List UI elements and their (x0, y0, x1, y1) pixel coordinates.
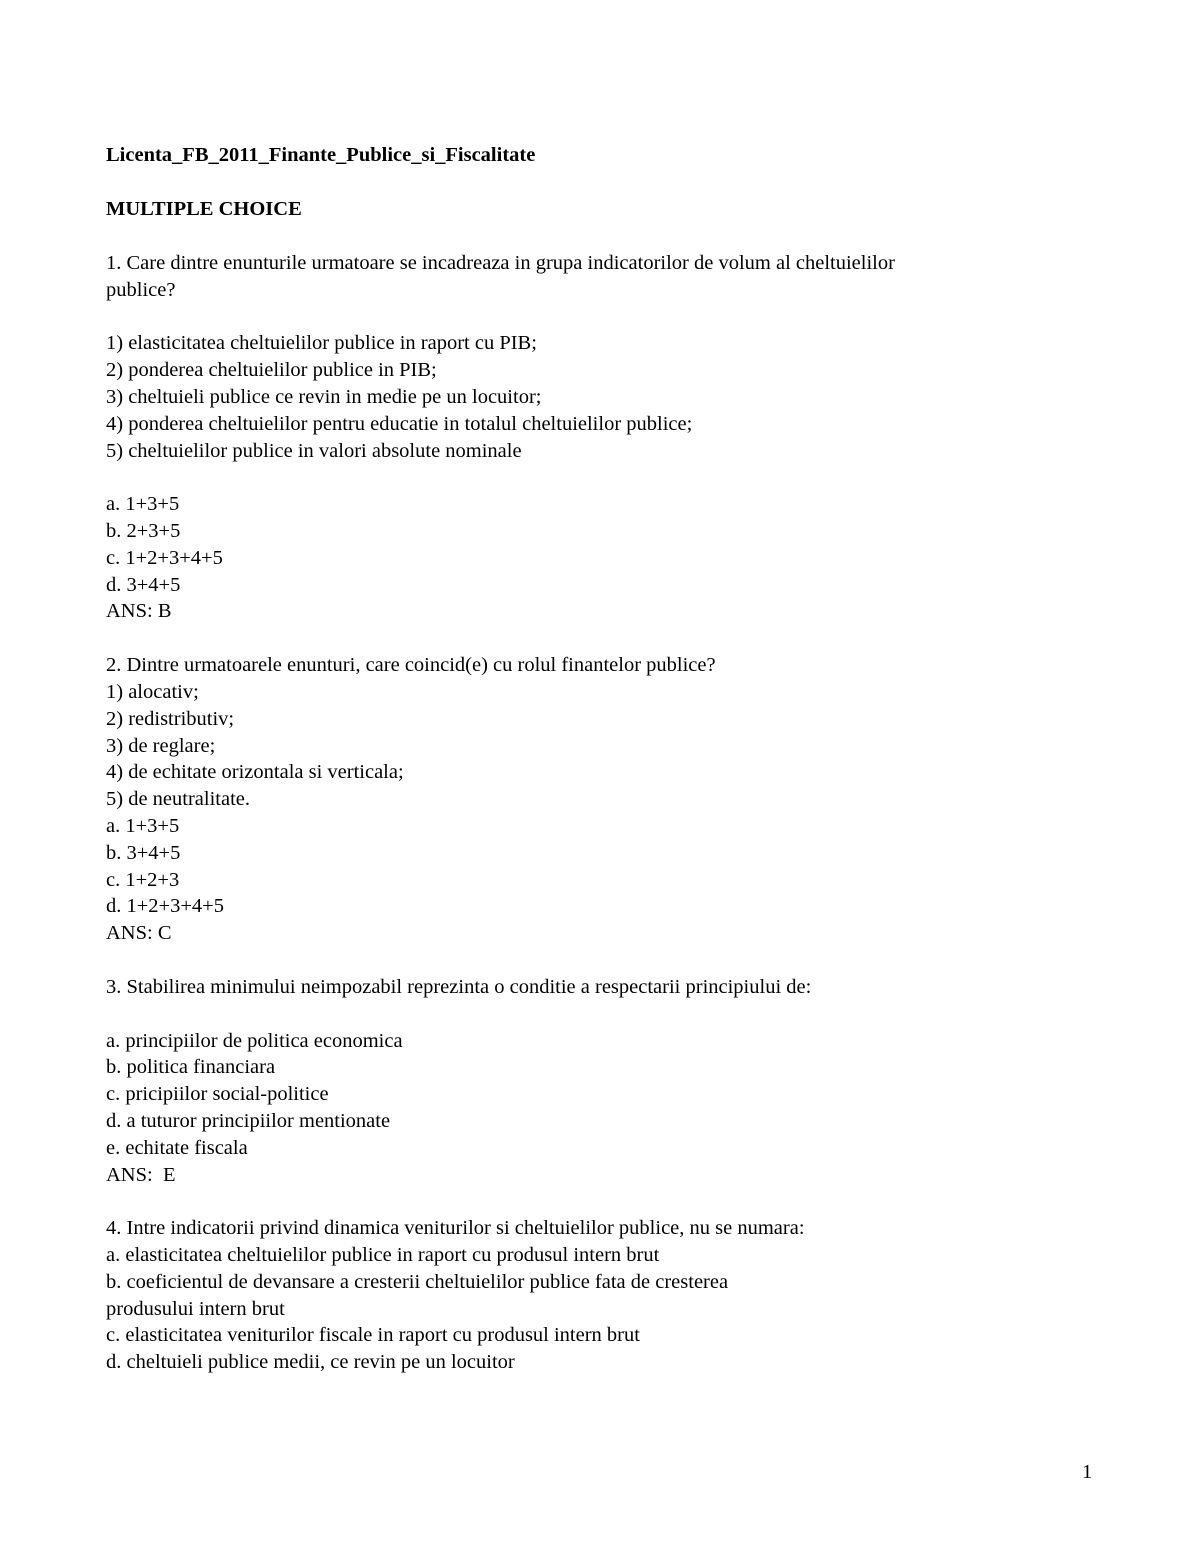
answer-option: d. 1+2+3+4+5 (106, 895, 224, 918)
answer-option: d. 3+4+5 (106, 573, 181, 596)
question-stem-line: 2. Dintre urmatoarele enunturi, care coincid(e) cu rolul finantelor publice? (106, 654, 716, 677)
answer-option: b. politica financiara (106, 1056, 276, 1079)
statement-item: 2) ponderea cheltuielilor publice in PIB; (106, 359, 437, 382)
question-2 (106, 652, 1066, 947)
answer-option: a. 1+3+5 (106, 493, 180, 516)
answer-option: c. pricipiilor social-politice (106, 1083, 329, 1106)
answer-option: d. a tuturor principiilor mentionate (106, 1109, 391, 1132)
answer-option: b. 2+3+5 (106, 519, 181, 542)
answer-option-continuation: produsului intern brut (106, 1297, 285, 1320)
question-4 (106, 1215, 1066, 1376)
question-stem-line: 1. Care dintre enunturile urmatoare se incadreaza in grupa indicatorilor de volum al cheltuielilor (106, 252, 895, 274)
answer-option: d. cheltuieli publice medii, ce revin pe un locuitor (106, 1351, 515, 1374)
document-body (106, 142, 1066, 1376)
statement-item: 2) redistributiv; (106, 707, 235, 730)
statement-item: 3) cheltuieli publice ce revin in medie pe un locuitor; (106, 385, 542, 408)
answer-option: c. elasticitatea veniturilor fiscale in raport cu produsul intern brut (106, 1324, 640, 1347)
question-1 (106, 250, 1066, 625)
answer-option: b. coeficientul de devansare a cresterii cheltuielilor publice fata de cresterea (106, 1270, 729, 1293)
statement-item: 4) ponderea cheltuielilor pentru educatie in totalul cheltuielilor publice; (106, 412, 693, 435)
question-3 (106, 974, 1066, 1188)
statement-item: 4) de echitate orizontala si verticala; (106, 761, 404, 784)
section-heading: MULTIPLE CHOICE (106, 198, 302, 220)
answer-option: b. 3+4+5 (106, 841, 181, 864)
answer-key: ANS: B (106, 600, 172, 623)
statement-item: 5) cheltuielilor publice in valori absolute nominale (106, 439, 522, 462)
answer-option: c. 1+2+3 (106, 868, 180, 891)
document-title: Licenta_FB_2011_Finante_Publice_si_Fiscalitate (106, 144, 536, 166)
statement-item: 5) de neutralitate. (106, 788, 251, 811)
answer-key: ANS: C (106, 922, 172, 945)
statement-item: 1) alocativ; (106, 680, 199, 703)
page-number: 1 (1082, 1461, 1093, 1483)
question-stem-line: 3. Stabilirea minimului neimpozabil reprezinta o conditie a respectarii principiului de: (106, 975, 812, 998)
answer-option: a. 1+3+5 (106, 814, 180, 837)
statement-item: 1) elasticitatea cheltuielilor publice in raport cu PIB; (106, 332, 537, 355)
answer-option: e. echitate fiscala (106, 1136, 248, 1159)
answer-option: a. elasticitatea cheltuielilor publice in raport cu produsul intern brut (106, 1244, 660, 1267)
answer-option: a. principiilor de politica economica (106, 1029, 403, 1052)
answer-key: ANS: E (106, 1163, 176, 1186)
question-stem-line: publice? (106, 278, 176, 301)
statement-item: 3) de reglare; (106, 734, 216, 757)
question-stem-line: 4. Intre indicatorii privind dinamica veniturilor si cheltuielilor publice, nu se numara: (106, 1217, 805, 1240)
answer-option: c. 1+2+3+4+5 (106, 546, 223, 569)
